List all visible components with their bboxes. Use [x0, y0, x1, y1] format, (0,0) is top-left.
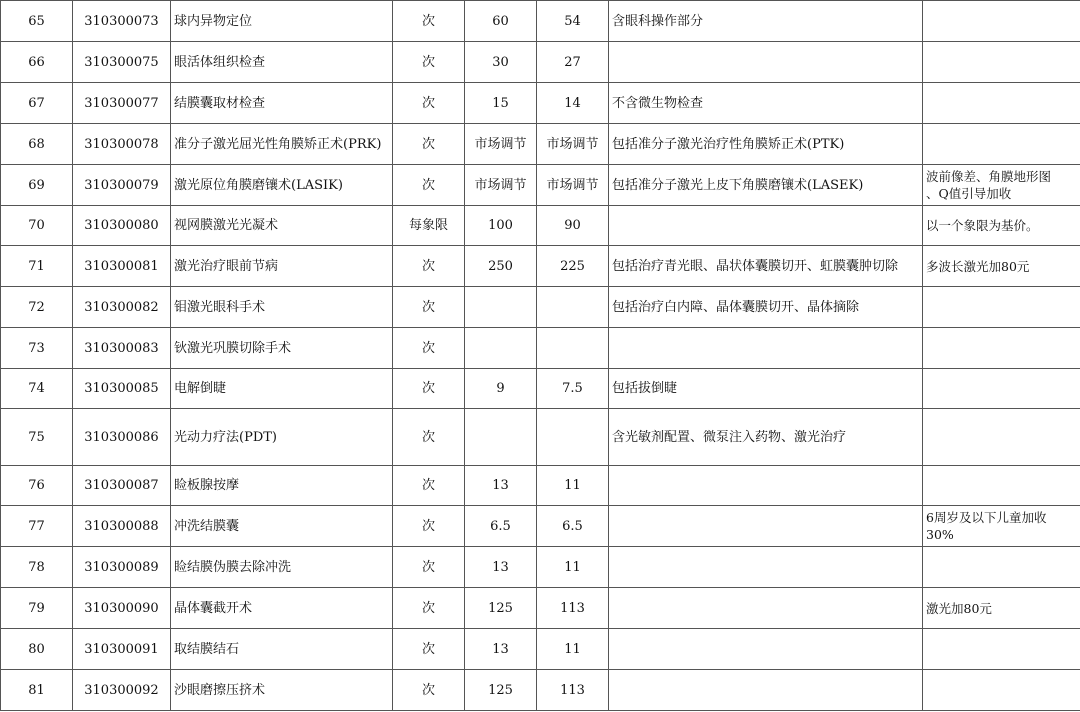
item-remark	[923, 287, 1080, 328]
table-row	[1, 287, 1080, 328]
price-tier-2: 113	[537, 588, 609, 629]
row-number: 71	[1, 246, 73, 287]
pricing-unit: 次	[393, 506, 465, 547]
item-content-note: 不含微生物检查	[609, 83, 923, 124]
item-content-note: 包括治疗白内障、晶体囊膜切开、晶体摘除	[609, 287, 923, 328]
item-content-note: 包括治疗青光眼、晶状体囊膜切开、虹膜囊肿切除	[609, 246, 923, 287]
price-tier-2: 6.5	[537, 506, 609, 547]
row-number: 70	[1, 206, 73, 246]
price-tier-2	[537, 287, 609, 328]
item-name: 电解倒睫	[171, 369, 393, 409]
item-name: 结膜囊取材检查	[171, 83, 393, 124]
item-remark	[923, 466, 1080, 506]
item-remark	[923, 369, 1080, 409]
price-tier-1	[465, 409, 537, 466]
item-remark	[923, 409, 1080, 466]
row-number: 73	[1, 328, 73, 369]
pricing-unit: 次	[393, 629, 465, 670]
price-tier-1	[465, 328, 537, 369]
table-row	[1, 124, 1080, 165]
pricing-unit: 次	[393, 287, 465, 328]
row-number: 78	[1, 547, 73, 588]
item-code: 310300092	[73, 670, 171, 711]
price-tier-1: 250	[465, 246, 537, 287]
item-name: 沙眼磨擦压挤术	[171, 670, 393, 711]
price-tier-1: 30	[465, 42, 537, 83]
price-tier-1: 市场调节	[465, 165, 537, 206]
item-code: 310300081	[73, 246, 171, 287]
price-tier-1: 60	[465, 1, 537, 42]
item-content-note	[609, 670, 923, 711]
table-row	[1, 506, 1080, 547]
row-number: 65	[1, 1, 73, 42]
item-remark	[923, 547, 1080, 588]
item-remark	[923, 629, 1080, 670]
item-content-note: 包括拔倒睫	[609, 369, 923, 409]
row-number: 69	[1, 165, 73, 206]
table-row	[1, 246, 1080, 287]
item-name: 冲洗结膜囊	[171, 506, 393, 547]
table-row	[1, 42, 1080, 83]
row-number: 66	[1, 42, 73, 83]
item-name: 睑结膜伪膜去除冲洗	[171, 547, 393, 588]
item-code: 310300077	[73, 83, 171, 124]
item-code: 310300085	[73, 369, 171, 409]
item-code: 310300086	[73, 409, 171, 466]
row-number: 75	[1, 409, 73, 466]
table-row	[1, 206, 1080, 246]
item-content-note	[609, 466, 923, 506]
pricing-unit: 次	[393, 246, 465, 287]
price-tier-2	[537, 328, 609, 369]
item-name: 视网膜激光光凝术	[171, 206, 393, 246]
price-tier-2: 27	[537, 42, 609, 83]
price-tier-2: 11	[537, 629, 609, 670]
table-row	[1, 670, 1080, 711]
item-code: 310300082	[73, 287, 171, 328]
pricing-unit: 次	[393, 124, 465, 165]
pricing-unit: 次	[393, 165, 465, 206]
price-tier-1: 125	[465, 670, 537, 711]
pricing-unit: 次	[393, 369, 465, 409]
item-content-note	[609, 206, 923, 246]
item-remark: 以一个象限为基价。	[923, 206, 1080, 246]
price-tier-2: 市场调节	[537, 124, 609, 165]
item-content-note	[609, 328, 923, 369]
item-remark: 激光加80元	[923, 588, 1080, 629]
item-name: 球内异物定位	[171, 1, 393, 42]
item-name: 准分子激光屈光性角膜矫正术(PRK)	[171, 124, 393, 165]
row-number: 67	[1, 83, 73, 124]
price-tier-2: 113	[537, 670, 609, 711]
row-number: 81	[1, 670, 73, 711]
pricing-unit: 次	[393, 547, 465, 588]
price-tier-2: 54	[537, 1, 609, 42]
item-code: 310300091	[73, 629, 171, 670]
pricing-unit: 次	[393, 466, 465, 506]
table-row	[1, 588, 1080, 629]
table-row	[1, 328, 1080, 369]
item-code: 310300083	[73, 328, 171, 369]
price-tier-1: 13	[465, 629, 537, 670]
price-tier-1: 13	[465, 466, 537, 506]
pricing-unit: 次	[393, 42, 465, 83]
item-code: 310300087	[73, 466, 171, 506]
item-remark: 多波长激光加80元	[923, 246, 1080, 287]
item-remark	[923, 42, 1080, 83]
item-code: 310300088	[73, 506, 171, 547]
table-row	[1, 409, 1080, 466]
row-number: 74	[1, 369, 73, 409]
pricing-unit: 次	[393, 83, 465, 124]
table-row	[1, 547, 1080, 588]
item-name: 钬激光巩膜切除手术	[171, 328, 393, 369]
item-content-note	[609, 547, 923, 588]
item-code: 310300079	[73, 165, 171, 206]
item-content-note	[609, 506, 923, 547]
table-row	[1, 83, 1080, 124]
price-tier-1: 13	[465, 547, 537, 588]
item-content-note: 包括准分子激光上皮下角膜磨镶术(LASEK)	[609, 165, 923, 206]
table-body	[1, 1, 1080, 711]
item-remark: 波前像差、角膜地形图 、Q值引导加收	[923, 165, 1080, 206]
item-remark	[923, 670, 1080, 711]
price-tier-2: 11	[537, 466, 609, 506]
item-content-note: 含光敏剂配置、微泵注入药物、激光治疗	[609, 409, 923, 466]
price-tier-2: 90	[537, 206, 609, 246]
price-tier-1: 15	[465, 83, 537, 124]
pricing-unit: 次	[393, 670, 465, 711]
item-code: 310300089	[73, 547, 171, 588]
price-tier-1: 6.5	[465, 506, 537, 547]
item-remark: 6周岁及以下儿童加收 30%	[923, 506, 1080, 547]
price-tier-2	[537, 409, 609, 466]
item-remark	[923, 1, 1080, 42]
pricing-unit: 次	[393, 588, 465, 629]
row-number: 76	[1, 466, 73, 506]
price-tier-1: 125	[465, 588, 537, 629]
table-row	[1, 629, 1080, 670]
item-content-note: 包括准分子激光治疗性角膜矫正术(PTK)	[609, 124, 923, 165]
item-remark	[923, 328, 1080, 369]
price-tier-2: 225	[537, 246, 609, 287]
price-tier-1	[465, 287, 537, 328]
item-name: 钼激光眼科手术	[171, 287, 393, 328]
item-name: 激光原位角膜磨镶术(LASIK)	[171, 165, 393, 206]
item-remark	[923, 83, 1080, 124]
pricing-unit: 次	[393, 328, 465, 369]
item-name: 晶体囊截开术	[171, 588, 393, 629]
price-tier-1: 市场调节	[465, 124, 537, 165]
table-row	[1, 1, 1080, 42]
price-tier-2: 市场调节	[537, 165, 609, 206]
item-name: 光动力疗法(PDT)	[171, 409, 393, 466]
item-remark	[923, 124, 1080, 165]
pricing-unit: 次	[393, 1, 465, 42]
item-name: 睑板腺按摩	[171, 466, 393, 506]
item-code: 310300078	[73, 124, 171, 165]
item-name: 激光治疗眼前节病	[171, 246, 393, 287]
price-tier-1: 9	[465, 369, 537, 409]
item-code: 310300075	[73, 42, 171, 83]
row-number: 80	[1, 629, 73, 670]
row-number: 72	[1, 287, 73, 328]
price-tier-2: 7.5	[537, 369, 609, 409]
item-content-note	[609, 629, 923, 670]
row-number: 68	[1, 124, 73, 165]
item-code: 310300073	[73, 1, 171, 42]
item-name: 眼活体组织检查	[171, 42, 393, 83]
price-tier-2: 11	[537, 547, 609, 588]
price-tier-1: 100	[465, 206, 537, 246]
table-row	[1, 165, 1080, 206]
row-number: 77	[1, 506, 73, 547]
item-content-note	[609, 42, 923, 83]
table-row	[1, 369, 1080, 409]
row-number: 79	[1, 588, 73, 629]
item-content-note	[609, 588, 923, 629]
item-code: 310300080	[73, 206, 171, 246]
item-name: 取结膜结石	[171, 629, 393, 670]
pricing-unit: 次	[393, 409, 465, 466]
table-row	[1, 466, 1080, 506]
item-code: 310300090	[73, 588, 171, 629]
pricing-unit: 每象限	[393, 206, 465, 246]
item-content-note: 含眼科操作部分	[609, 1, 923, 42]
price-tier-2: 14	[537, 83, 609, 124]
